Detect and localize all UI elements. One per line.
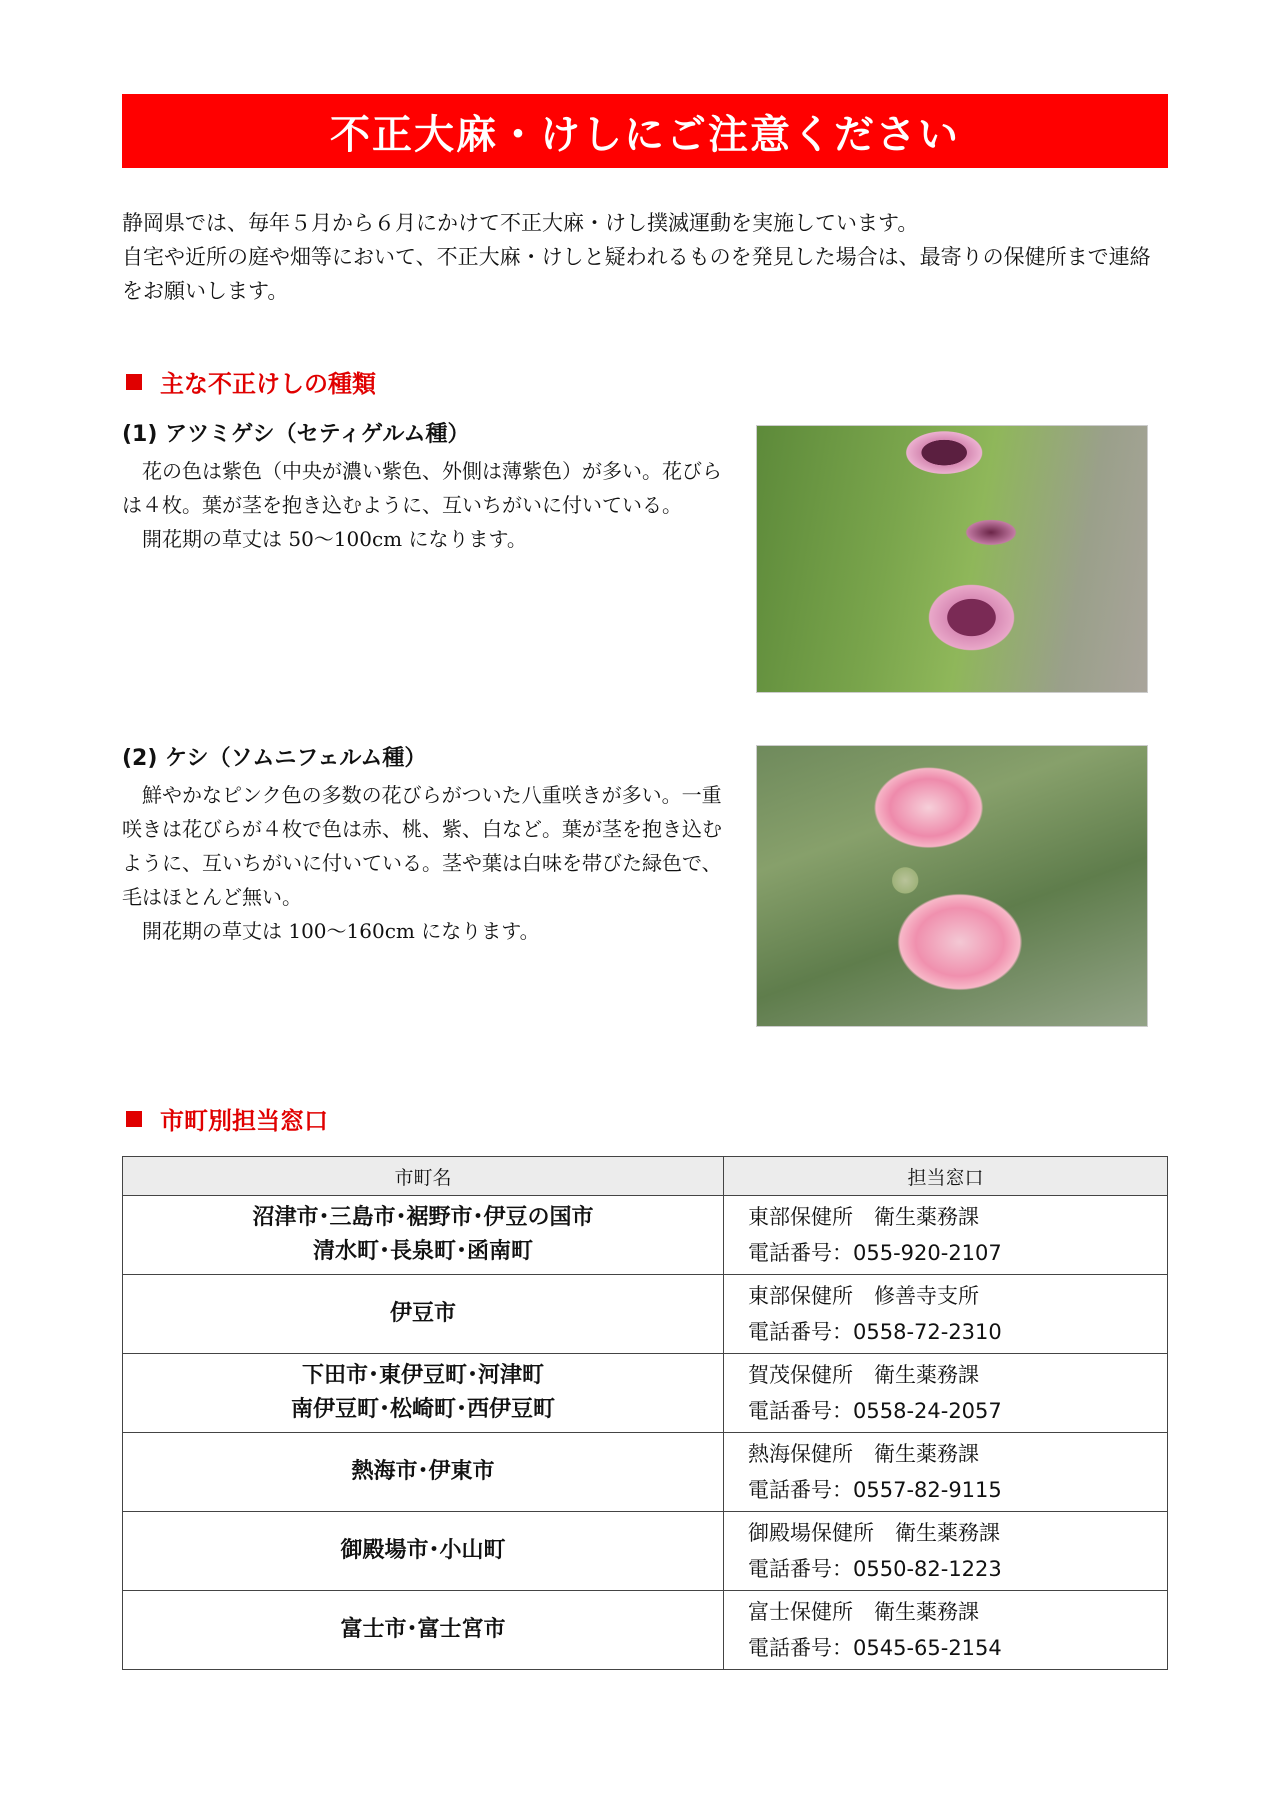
species-description: 花の色は紫色（中央が濃い紫色、外側は薄紫色）が多い。花びらは４枚。葉が茎を抱き込むように、互いちがいに付いている。 — [122, 459, 722, 517]
office-cell — [724, 1354, 1168, 1433]
table-row — [123, 1196, 1168, 1275]
purple-poppy-photo — [756, 425, 1148, 693]
office-name: 賀茂保健所 衛生薬務課 — [748, 1363, 979, 1387]
table-row — [123, 1275, 1168, 1354]
document-page — [122, 94, 1168, 1670]
office-name: 東部保健所 衛生薬務課 — [748, 1205, 979, 1229]
city-cell — [123, 1354, 724, 1433]
table-row — [123, 1512, 1168, 1591]
city-cell — [123, 1433, 724, 1512]
city-cell — [123, 1591, 724, 1670]
city-cell — [123, 1512, 724, 1591]
city-line: 清水町･長泉町･函南町 — [312, 1239, 533, 1264]
city-line: 伊豆市 — [389, 1301, 456, 1326]
square-bullet-icon — [126, 374, 142, 390]
phone-number: 電話番号：0558-24-2057 — [748, 1399, 1002, 1423]
intro-text — [122, 206, 1168, 308]
species-description: 鮮やかなピンク色の多数の花びらがついた八重咲きが多い。一重咲きは花びらが４枚で色は赤、桃、紫、白など。葉が茎を抱き込むように、互いちがいに付いている。茎や葉は白味を帯びた緑色で、毛はほとんど無い。 — [122, 783, 722, 909]
intro-line-2: 自宅や近所の庭や畑等において、不正大麻・けしと疑われるものを発見した場合は、最寄りの保健所まで連絡をお願いします。 — [122, 245, 1151, 303]
pink-double-poppy-photo — [756, 745, 1148, 1027]
species-item — [122, 741, 1168, 1071]
title-banner — [122, 94, 1168, 168]
office-cell — [724, 1591, 1168, 1670]
office-name: 御殿場保健所 衛生薬務課 — [748, 1521, 1000, 1545]
phone-number: 電話番号：0550-82-1223 — [748, 1557, 1002, 1581]
table-row — [123, 1591, 1168, 1670]
table-row — [123, 1433, 1168, 1512]
species-height-note: 開花期の草丈は 100～160cm になります。 — [142, 919, 540, 943]
contacts-table — [122, 1156, 1168, 1670]
intro-line-1: 静岡県では、毎年５月から６月にかけて不正大麻・けし撲滅運動を実施しています。 — [122, 211, 919, 235]
section-title-text: 主な不正けしの種類 — [160, 370, 376, 398]
office-name: 東部保健所 修善寺支所 — [748, 1284, 979, 1308]
page-title: 不正大麻・けしにご注意ください — [330, 111, 960, 158]
city-line: 御殿場市･小山町 — [340, 1538, 506, 1563]
office-cell — [724, 1512, 1168, 1591]
office-cell — [724, 1196, 1168, 1275]
phone-number: 電話番号：0558-72-2310 — [748, 1320, 1002, 1344]
species-item — [122, 417, 1168, 741]
city-line: 下田市･東伊豆町･河津町 — [301, 1363, 544, 1388]
city-cell — [123, 1275, 724, 1354]
city-line: 富士市･富士宮市 — [340, 1617, 506, 1642]
section-title-kinds — [122, 364, 1168, 399]
phone-number: 電話番号：055-920-2107 — [748, 1241, 1002, 1265]
office-name: 熱海保健所 衛生薬務課 — [748, 1442, 979, 1466]
office-cell — [724, 1275, 1168, 1354]
section-title-contacts — [122, 1101, 1168, 1136]
phone-number: 電話番号：0545-65-2154 — [748, 1636, 1002, 1660]
header-office: 担当窓口 — [724, 1157, 1168, 1196]
city-line: 沼津市･三島市･裾野市･伊豆の国市 — [252, 1205, 594, 1230]
section-title-text: 市町別担当窓口 — [160, 1107, 328, 1135]
species-heading: (1) アツミゲシ（セティゲルム種） — [122, 422, 470, 447]
city-cell — [123, 1196, 724, 1275]
table-row — [123, 1354, 1168, 1433]
office-name: 富士保健所 衛生薬務課 — [748, 1600, 979, 1624]
phone-number: 電話番号：0557-82-9115 — [748, 1478, 1002, 1502]
header-city: 市町名 — [123, 1157, 724, 1196]
city-line: 南伊豆町･松崎町･西伊豆町 — [290, 1397, 555, 1422]
city-line: 熱海市･伊東市 — [351, 1459, 495, 1484]
species-heading: (2) ケシ（ソムニフェルム種） — [122, 746, 427, 771]
species-height-note: 開花期の草丈は 50～100cm になります。 — [142, 527, 527, 551]
table-header-row — [123, 1157, 1168, 1196]
square-bullet-icon — [126, 1111, 142, 1127]
office-cell — [724, 1433, 1168, 1512]
